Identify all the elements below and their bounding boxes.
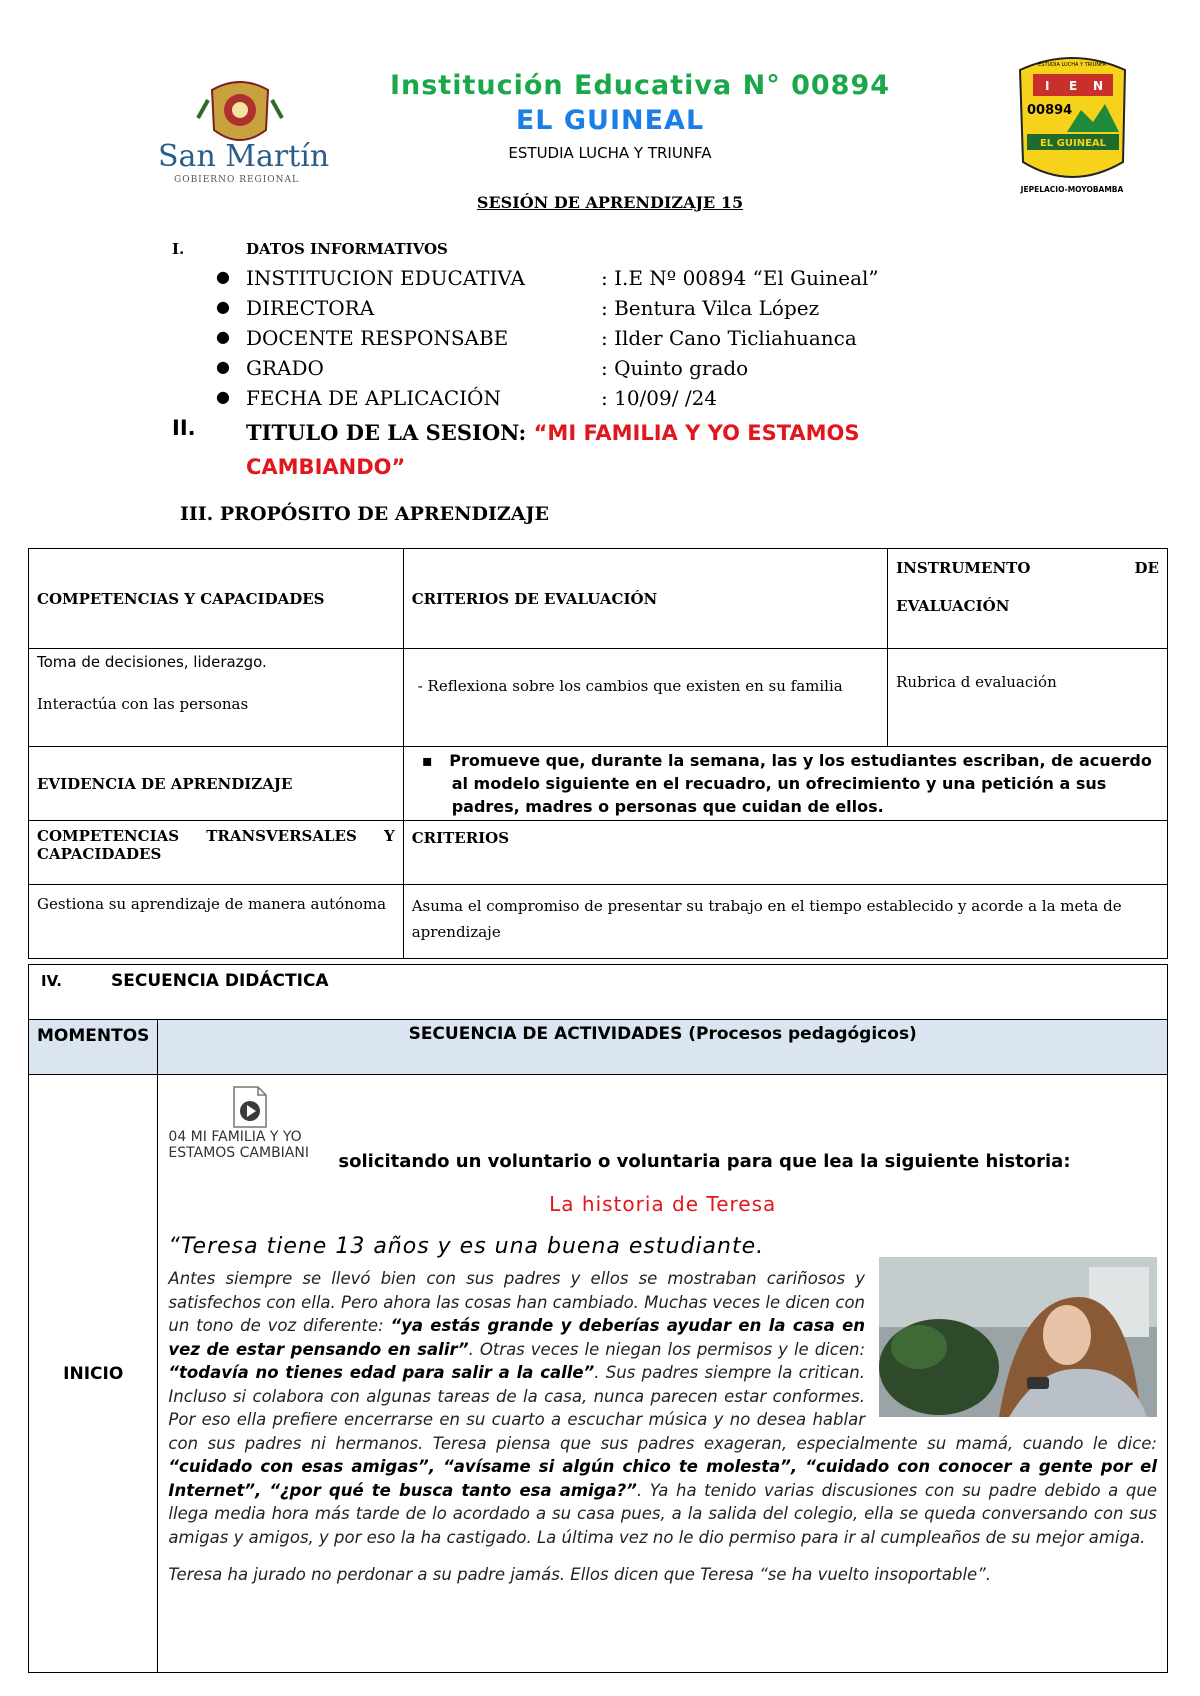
story-quote: “todavía no tienes edad para salir a la calle”	[168, 1363, 595, 1382]
story-closing: Teresa ha jurado no perdonar a su padre jamás. Ellos dicen que Teresa “se ha vuelto insoportable”.	[168, 1565, 992, 1584]
story-title: La historia de Teresa	[549, 1192, 777, 1216]
attachment-name-line1: 04 MI FAMILIA Y YO	[168, 1129, 302, 1145]
dato-row	[216, 266, 1016, 294]
evidence-text: Promueve que, durante la semana, las y los estudiantes escriban, de acuerdo al modelo siguiente en el recuadro, un ofrecimiento y una petición a sus padres, madres o personas que cuidan de ellos.	[449, 751, 1152, 816]
section1-number: I.	[172, 240, 185, 258]
section4-title: SECUENCIA DIDÁCTICA	[111, 971, 329, 991]
video-file-icon[interactable]	[232, 1085, 268, 1129]
evidence-cell	[403, 747, 1167, 821]
transversal-label: COMPETENCIAS TRANSVERSALES Y CAPACIDADES	[29, 821, 404, 885]
section1-title: DATOS INFORMATIVOS	[246, 240, 448, 258]
competencia-2: Interactúa con las personas	[37, 695, 249, 713]
session-name: “MI FAMILIA Y YO ESTAMOS CAMBIANDO”	[246, 421, 860, 479]
story-part: . Otras veces le niegan los permisos y le dicen:	[468, 1339, 865, 1359]
bullet-icon: ●	[216, 267, 230, 286]
coat-of-arms-icon	[198, 82, 282, 140]
teresa-photo	[879, 1257, 1157, 1417]
competencias-cell	[29, 649, 404, 747]
dato-label: INSTITUCION EDUCATIVA	[246, 266, 525, 290]
bullet-icon: ●	[216, 297, 230, 316]
moment-inicio: INICIO	[29, 1075, 158, 1673]
story-quote-title: “Teresa tiene 13 años y es una buena estudiante.	[168, 1234, 765, 1259]
shield-motto: ESTUDIA LUCHA Y TRIUNFA	[1038, 62, 1106, 68]
session-title: SESIÓN DE APRENDIZAJE 15	[476, 193, 744, 212]
dato-label: DOCENTE RESPONSABE	[246, 326, 509, 350]
bullet-icon: ●	[216, 387, 230, 406]
dato-label: GRADO	[246, 356, 324, 380]
competencia-1: Toma de decisiones, liderazgo.	[37, 653, 267, 671]
evidence-item	[420, 749, 1159, 818]
story-part: . Ya ha tenido varias discusiones con su padre debido a que llega media hora más tarde de lo acordado a su casa pues, a la salida del colegio, ella se queda conversando con sus amigas y amigos, y por eso la ha castigado. La última vez no le dio permiso para ir al cumpleaños de su mejor amiga.	[168, 1480, 1157, 1547]
section4-title-cell	[29, 965, 1168, 1020]
school-shield-logo	[1015, 52, 1130, 197]
evidence-label: EVIDENCIA DE APRENDIZAJE	[29, 747, 404, 821]
logo-left-sub: GOBIERNO REGIONAL	[174, 175, 300, 185]
shield-letter-e: E	[1069, 79, 1078, 93]
attachment-name[interactable]	[168, 1129, 348, 1161]
activities-cell	[158, 1075, 1168, 1673]
dato-row	[216, 326, 1016, 354]
dato-row	[216, 356, 1016, 384]
header-instrumento	[888, 549, 1168, 649]
institution-name: EL GUINEAL	[515, 105, 705, 136]
header-instrumento-c: EVALUACIÓN	[896, 597, 1010, 615]
criterios-cell	[403, 649, 887, 747]
square-bullet-icon: ▪	[421, 751, 450, 770]
story-quote: “cuidado con esas amigas”, “avísame si algún chico te molesta”, “cuidado con conocer a gente por el Internet”, “¿por qué te busca tanto esa amiga?”	[168, 1457, 1157, 1500]
bullet-icon: ●	[216, 327, 230, 346]
dato-label: FECHA DE APLICACIÓN	[246, 386, 501, 410]
dato-label: DIRECTORA	[246, 296, 375, 320]
purpose-table	[28, 548, 1168, 959]
criterio-text: Reflexiona sobre los cambios que existen en su familia	[427, 677, 843, 695]
story-paragraph	[168, 1267, 1157, 1549]
transversal-criteria: Asuma el compromiso de presentar su trabajo en el tiempo establecido y acorde a la meta de aprendizaje	[403, 885, 1167, 959]
section2-title	[246, 416, 926, 484]
dato-row	[216, 386, 1016, 414]
dato-row	[216, 296, 1016, 324]
shield-place: JEPELACIO-MOYOBAMBA	[1020, 185, 1124, 194]
dato-value: : Bentura Vilca López	[601, 296, 820, 320]
header-criterios: CRITERIOS DE EVALUACIÓN	[403, 549, 887, 649]
story-part: . Sus padres siempre la critican. Incluso si colabora con algunas tareas de la casa, nunca parecen estar conformes. Por eso ella prefiere encerrarse en su cuarto a escuchar música y no desea hablar con sus padres ni hermanos. Teresa piensa que sus padres exageran, especialmente su mamá, cuando le dice:	[168, 1363, 1157, 1453]
video-attachment[interactable]	[168, 1083, 1157, 1163]
sequence-table	[28, 964, 1168, 1673]
section4-number: IV.	[41, 972, 62, 990]
san-martin-logo	[150, 70, 330, 190]
shield-number: 00894	[1027, 103, 1073, 118]
instrumento-cell: Rubrica d evaluación	[888, 649, 1168, 747]
shield-name: EL GUINEAL	[1039, 138, 1107, 149]
motto: ESTUDIA LUCHA Y TRIUNFA	[508, 144, 712, 162]
shield-letter-n: N	[1093, 79, 1104, 93]
dato-value: : Quinto grado	[601, 356, 749, 380]
section2-number: II.	[172, 416, 196, 440]
institution-title: Institución Educativa N° 00894	[389, 70, 891, 101]
section3-title: III. PROPÓSITO DE APRENDIZAJE	[180, 503, 549, 525]
attachment-name-line2: ESTAMOS CAMBIANI	[168, 1145, 309, 1161]
col-momentos: MOMENTOS	[29, 1020, 158, 1075]
story-quote: “ya estás grande y deberías ayudar en la casa en vez de estar pensando en salir”	[168, 1316, 866, 1359]
header-instrumento-b: DE	[1134, 559, 1159, 577]
criterio-item: - Reflexiona sobre los cambios que existen en su familia	[417, 677, 843, 695]
logo-left-name: San Martín	[158, 139, 330, 174]
shield-letter-i: I	[1045, 79, 1050, 93]
dato-value: : Ilder Cano Ticliahuanca	[601, 326, 857, 350]
transversal-cell: Gestiona su aprendizaje de manera autónoma	[29, 885, 404, 959]
header-instrumento-a: INSTRUMENTO	[896, 559, 1031, 577]
header-competencias: COMPETENCIAS Y CAPACIDADES	[29, 549, 404, 649]
dato-value: : I.E Nº 00894 “El Guineal”	[601, 266, 879, 290]
story-part: Antes siempre se llevó bien con sus padres y ellos se mostraban cariñosos y satisfechos con ella. Pero ahora las cosas han cambiado. Muchas veces le dicen con un tono de voz diferente:	[168, 1269, 865, 1335]
section2-prefix: TITULO DE LA SESION:	[246, 420, 534, 445]
dato-value: : 10/09/ /24	[601, 386, 718, 410]
lead-instruction: solicitando un voluntario o voluntaria para que lea la siguiente historia:	[338, 1151, 1071, 1172]
col-secuencia: SECUENCIA DE ACTIVIDADES (Procesos pedagógicos)	[158, 1020, 1168, 1075]
criterios-label: CRITERIOS	[403, 821, 1167, 885]
bullet-icon: ●	[216, 357, 230, 376]
